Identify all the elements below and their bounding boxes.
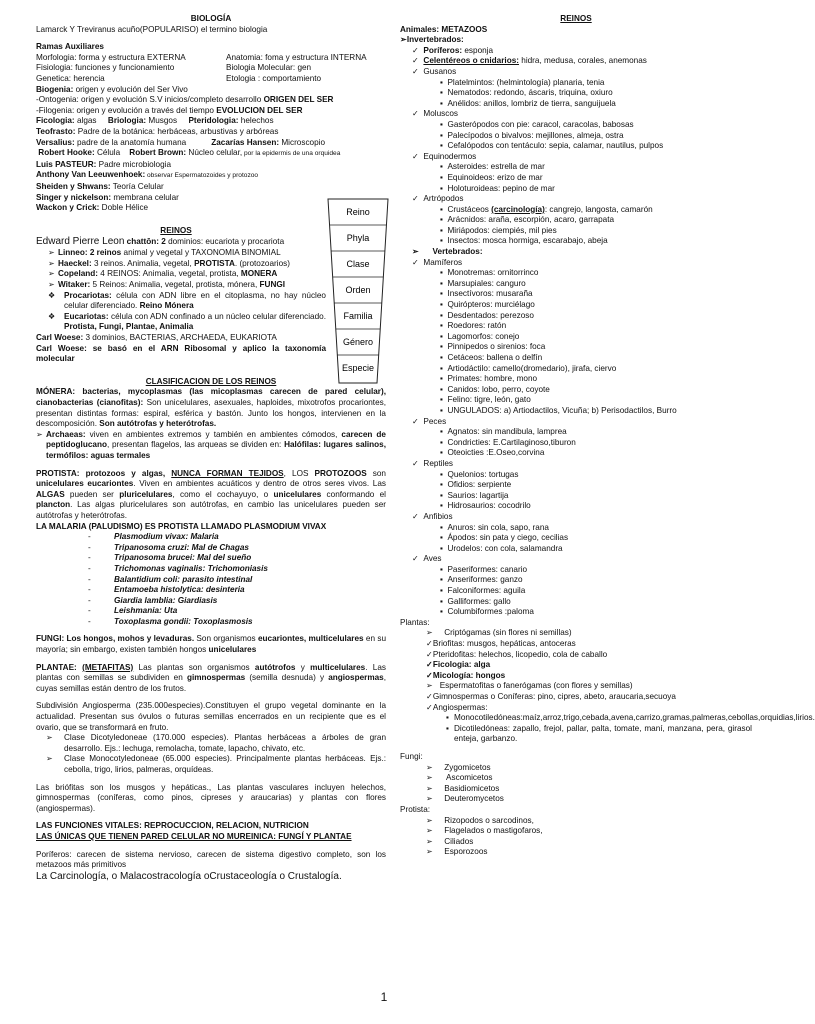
parasite-item: - Trichomonas vaginalis: Trichomoniasis xyxy=(88,563,268,573)
list-item: ▪ Palecípodos o bivalvos: mejillones, almeja, ostra xyxy=(440,130,624,140)
right-column xyxy=(400,14,815,858)
list-item: ➢ Ascomicetos xyxy=(426,773,493,783)
procariotas-item: ❖ Procariotas: célula con ADN libre en el citoplasma, no hay núcleo celular diferenciado. Reino Mónera xyxy=(48,290,326,311)
list-item: ▪ Ofidios: serpiente xyxy=(440,480,512,490)
parasite-item: - Tripanosoma brucei: Mal del sueño xyxy=(88,553,252,563)
haeckel-line: ➢ Haeckel: 3 reinos. Animalia, vegetal, PROTISTA. (protozoarios) xyxy=(48,258,290,268)
vertebrados-line: ➢ Vertebrados: xyxy=(412,247,483,257)
funciones-line: LAS FUNCIONES VITALES: REPROCUCCION, RELACION, NUTRICION xyxy=(36,821,309,831)
parasite-item: - Entamoeba histolytica: desinteria xyxy=(88,585,245,595)
list-item: ▪ Cefalópodos con tentáculo: sepia, calamar, nautilus, pulpos xyxy=(440,141,664,151)
pyramid-level-label: Clase xyxy=(346,259,370,269)
pteridofitas-item: ✓Pteridofitas: helechos, licopedio, cola de caballo xyxy=(426,649,608,659)
monocot-item: ➢ Clase Monocotyledoneae (65.000 especies). Principalmente plantas herbáceas. Ejs.: cebolla, trigo, lirios, palmeras, orquídeas. xyxy=(46,754,386,774)
list-item: ▪ Desdentados: perezoso xyxy=(440,310,534,320)
list-item: ▪ Quirópteros: murciélago xyxy=(440,300,535,310)
parasite-item: - Balantidium coli: parasito intestinal xyxy=(88,574,253,584)
dicot-item: ▪ Dicotiledóneas: zapallo, frejol, pallar, palta, tomate, maní, manzana, pera, girasol enteja, garbanzo. xyxy=(446,723,752,744)
eucariotas-item: ❖ Eucariotas: célula con ADN confinado a un núcleo celular diferenciado. Protista, Fungi, Plantae, Animalia xyxy=(48,311,326,332)
espermatofitas-item: ➢ Espermatofitas o fanerógamas (con flores y semillas) xyxy=(426,681,633,691)
copeland-line: ➢ Copeland: 4 REINOS: Animalia, vegetal, protista, MONERA xyxy=(48,269,278,279)
list-item: ▪ Artiodáctilo: camello(dromedario), jirafa, ciervo xyxy=(440,363,617,373)
list-item: ▪ Equinoideos: erizo de mar xyxy=(440,172,543,182)
filogenia-line: -Filogenia: origen y evolución a través del tiempo EVOLUCION DEL SER xyxy=(36,105,303,115)
list-item: ▪ Primates: hombre, mono xyxy=(440,374,538,384)
list-item: ▪ Agnatos: sin mandibula, lamprea xyxy=(440,427,567,437)
list-item: ▪ Anuros: sin cola, sapo, rana xyxy=(440,522,549,532)
woese-line-1: Carl Woese: 3 dominios, BACTERIAS, ARCHAEDA, EUKARIOTA xyxy=(36,333,277,343)
plantae-paragraph: PLANTAE: (METAFITAS) Las plantas son organismos autótrofos y multicelulares. Las plantas con semillas se subdividen en gimnospermas (semilla desnuda) y angiospermas, cuyas semillas están dentro de los frutos. xyxy=(36,662,386,693)
list-item: ➢ Zygomicetos xyxy=(426,762,491,772)
woese-line-2: Carl Woese: se basó en el ARN Ribosomal y aplico la taxonomía molecular xyxy=(36,343,326,364)
parasite-item: - Leishmania: Uta xyxy=(88,606,178,616)
list-item: ▪ Nematodos: redondo, áscaris, triquina, oxiuro xyxy=(440,88,613,98)
moluscos-item: ✓ Moluscos xyxy=(412,109,459,119)
list-item: ▪ Felino: tigre, león, gato xyxy=(440,395,531,405)
poriferos-item: ✓ Poríferos: esponja xyxy=(412,45,494,55)
list-item: ▪ Quelonios: tortugas xyxy=(440,469,519,479)
left-column xyxy=(36,14,386,883)
reptiles-item: ✓ Reptiles xyxy=(412,458,454,468)
list-item: ➢ Flagelados o mastigofaros, xyxy=(426,826,543,836)
list-item: ▪ Canidos: lobo, perro, coyote xyxy=(440,384,550,394)
parasite-list xyxy=(36,532,386,627)
monera-paragraph: MÓNERA: bacterias, mycoplasmas (las micoplasmas carecen de pared celular), cianobacterias (cianofitas): Son unicelulares, asexuales, haploides, mixotrofos procariontes, presentan distintas formas: espiral, esférica y bastón. Junto los hongos, intervienen en la descomposición. Son autótrofas y heterótrofas. xyxy=(36,387,387,429)
unicas-line: LAS ÚNICAS QUE TIENEN PARED CELULAR NO MUREINICA: FUNGÍ Y PLANTAE xyxy=(36,831,352,841)
list-item: ▪ Condricties: E.Cartilaginoso,tiburon xyxy=(440,437,576,447)
angiospermas-item: ✓Angiospermas: xyxy=(426,702,488,712)
archaea-item: ➢ Archaeas: viven en ambientes extremos y también en ambientes cómodos, carecen de peptidoglucano, presentan flagelos, las arqueas se dividen en: Halófilas: lugares salinos, termófilos: aguas termales xyxy=(36,429,386,460)
ramas-row: Fisiologia: funciones y funcionamiento Biologia Molecular: gen xyxy=(36,63,312,73)
list-item: ➢ Basidiomicetos xyxy=(426,783,500,793)
biogenia-line: Biogenia: origen y evolución del Ser Vivo xyxy=(36,84,188,94)
reinos-right-title: REINOS xyxy=(560,14,592,23)
list-item: ▪ Roedores: ratón xyxy=(440,321,507,331)
fungi-paragraph: FUNGI: Los hongos, mohos y levaduras. Son organismos eucariontes, multicelulares en su mayoría; sin embargo, existen también hongos unicelulares xyxy=(36,634,386,655)
protista-heading: Protista: xyxy=(400,804,431,814)
pyramid-level-label: Orden xyxy=(345,285,371,295)
ontogenia-line: -Ontogenia: origen y evolución S.V inicios/completo desarrollo ORIGEN DEL SER xyxy=(36,95,334,105)
reinos-left-title: REINOS xyxy=(160,225,192,235)
peces-item: ✓ Peces xyxy=(412,416,447,426)
list-item: ▪ Cetáceos: ballena o delfín xyxy=(440,353,543,362)
list-item: ▪ Platelmintos: (helmintología) planaria, tenia xyxy=(440,77,605,87)
list-item: ▪ Holoturoideas: pepino de mar xyxy=(440,183,555,193)
list-item: ➢ Rizopodos o sarcodinos, xyxy=(426,815,534,825)
briofitas-paragraph: Las briófitas son los musgos y hepáticas., Las plantas vasculares incluyen helechos, gimnospermas (coníferas, como pinos, cipreses y araucarias) y plantas con flores (angiospermas). xyxy=(36,782,386,813)
fungi-heading: Fungi: xyxy=(400,751,423,761)
aves-item: ✓ Aves xyxy=(412,554,442,564)
pyramid-outline xyxy=(327,198,389,384)
pyramid-level-label: Reino xyxy=(346,207,370,217)
list-item: ▪ Ápodos: sin pata y ciego, cecilias xyxy=(440,533,569,543)
pasteur-line: Luis PASTEUR: Padre microbiologia xyxy=(36,159,171,169)
linneo-line: ➢ Linneo: 2 reinos animal y vegetal y TAXONOMIA BINOMIAL xyxy=(48,248,281,258)
list-item: ▪ Lagomorfos: conejo xyxy=(440,331,520,341)
list-item: ▪ Monotremas: ornitorrinco xyxy=(440,268,539,278)
singer-line: Singer y nickelson: membrana celular xyxy=(36,192,179,202)
list-item: ▪ Anélidos: anillos, lombriz de tierra, sanguijuela xyxy=(440,98,616,108)
monocot-item: ▪ Monocotiledóneas:maíz,arroz,trigo,cebada,avena,carrizo,gramas,palmeras,cebollas,orquidias,lirios. xyxy=(446,713,815,723)
clasificacion-title: CLASIFICACION DE LOS REINOS xyxy=(145,376,277,386)
biologia-title: BIOLOGÍA xyxy=(190,14,232,23)
plantas-heading: Plantas: xyxy=(400,617,430,627)
witaker-line: ➢ Witaker: 5 Reinos: Animalia, vegetal, protista, mónera, FUNGI xyxy=(48,280,286,290)
list-item: ▪ Pinnipedos o sirenios: foca xyxy=(440,342,546,352)
list-item: ▪ Insectívoros: musaraña xyxy=(440,289,533,299)
briofitas-item: ✓Briofitas: musgos, hepáticas, antoceras xyxy=(426,639,576,649)
pyramid-level-label: Familia xyxy=(343,311,373,321)
list-item: ▪ Miriápodos: ciempiés, mil pies xyxy=(440,225,557,235)
invertebrados-line: ➢Invertebrados: xyxy=(400,35,464,45)
celenteros-item: ✓ Celentéreos o cnidarios: hidra, medusa, corales, anemonas xyxy=(412,56,647,66)
malaria-title: LA MALARIA (PALUDISMO) ES PROTISTA LLAMADO PLASMODIUM VIVAX xyxy=(36,521,327,531)
list-item: ▪ UNGULADOS: a) Artiodactilos, Vicuña; b) Perisodactilos, Burro xyxy=(440,405,677,415)
page-number: 1 xyxy=(380,990,388,1004)
list-item: ➢ Ciliados xyxy=(426,836,474,846)
leon-line: Edward Pierre Leon chattōn: 2 dominios: eucariota y procariota xyxy=(36,236,285,248)
list-item: ▪ Crustáceos (carcinología): cangrejo, langosta, camarón xyxy=(440,204,653,214)
versalius-line: Versalius: padre de la anatomía humana Zacarías Hansen: Microscopio xyxy=(36,137,326,147)
list-item: ▪ Marsupiales: canguro xyxy=(440,278,526,288)
list-item: ▪ Falconiformes: aguila xyxy=(440,586,526,596)
equinodermos-item: ✓ Equinodermos xyxy=(412,151,477,161)
hooke-line: Robert Hooke: Célula Robert Brown: Núcleo celular, por la epidermis de una orquidea xyxy=(38,148,341,158)
list-item: ➢ Deuteromycetos xyxy=(426,794,504,804)
teofrasto-line: Teofrasto: Padre de la botánica: herbáceas, arbustivas y arbóreas xyxy=(36,126,279,136)
ramas-title: Ramas Auxiliares xyxy=(36,42,104,52)
parasite-item: - Plasmodium vivax: Malaria xyxy=(88,532,219,542)
ramas-row: Genetica: herencia Etologia : comportamiento xyxy=(36,73,322,83)
anfibios-item: ✓ Anfibios xyxy=(412,511,453,521)
ramas-row: Morfologia: forma y estructura EXTERNA Anatomia: foma y estructura INTERNA xyxy=(36,52,367,62)
taxonomy-pyramid xyxy=(327,198,389,384)
artropodos-item: ✓ Artrópodos xyxy=(412,194,464,204)
intro-line: Lamarck Y Treviranus acuño(POPULARISO) el termino biologia xyxy=(36,24,268,34)
leeuwenhoek-line: Anthony Van Leeuwenhoek: observar Espermatozoides y protozoo xyxy=(36,170,259,180)
list-item: ▪ Insectos: mosca hormiga, escarabajo, abeja xyxy=(440,236,608,246)
animales-line: Animales: METAZOOS xyxy=(400,24,488,34)
pyramid-level-label: Phyla xyxy=(346,233,370,243)
parasite-item: - Giardia lamblia: Giardiasis xyxy=(88,595,218,605)
subdivision-paragraph: Subdivisión Angiosperma (235.000especies).Constituyen el grupo vegetal dominante en la actualidad. Presentan sus óvulos o futuras semillas encerrados en un recipiente que es el ovario, que se transformará en fruto. xyxy=(36,701,386,732)
sheiden-line: Sheiden y Shwans: Teoría Celular xyxy=(36,181,164,191)
pyramid-level-label: Género xyxy=(342,337,374,347)
wackon-line: Wackon y Crick: Doble Hélice xyxy=(36,203,149,213)
ficologia-item: ✓Ficologia: alga xyxy=(426,660,491,670)
list-item: ➢ Esporozoos xyxy=(426,847,488,857)
poriferos-paragraph: Poríferos: carecen de sistema nervioso, carecen de sistema digestivo completo, son los metazoos más primitivos xyxy=(36,849,386,870)
list-item: ▪ Galliformes: gallo xyxy=(440,596,511,606)
list-item: ▪ Columbiformes :paloma xyxy=(440,607,534,617)
dicot-item: ➢ Clase Dicotyledoneae (170.000 especies). Plantas herbáceas a árboles de gran desarrollo. Ejs.: lechuga, remolacha, tomate, lapacho, chivato, etc. xyxy=(46,733,386,753)
parasite-item: - Tripanosoma cruzi: Mal de Chagas xyxy=(88,542,249,552)
list-item: ▪ Gasterópodos con pie: caracol, caracolas, babosas xyxy=(440,119,634,129)
list-item: ▪ Urodelos: con cola, salamandra xyxy=(440,543,563,553)
micologia-item: ✓Micología: hongos xyxy=(426,670,506,680)
gimnospermas-item: ✓Gimnospermas o Coníferas: pino, cipres, abeto, araucaria,secuoya xyxy=(426,692,676,701)
carcinologia-line: La Carcinología, o Malacostracología oCrustaceología o Crustalogía. xyxy=(36,870,342,882)
parasite-item: - Toxoplasma gondii: Toxoplasmosis xyxy=(88,616,253,626)
list-item: ▪ Oteoicties :E.Oseo,corvina xyxy=(440,448,545,458)
list-item: ▪ Hidrosaurios: cocodrilo xyxy=(440,501,531,511)
criptogamas-item: ➢ Criptógamas (sin flores ni semillas) xyxy=(426,628,572,638)
list-item: ▪ Paseriformes: canario xyxy=(440,564,528,574)
list-item: ▪ Anseriformes: ganzo xyxy=(440,575,523,585)
ficologia-line: Ficologia: algas Briologia: Musgos Pteridologia: helechos xyxy=(36,116,274,126)
protista-paragraph: PROTISTA: protozoos y algas, NUNCA FORMAN TEJIDOS, LOS PROTOZOOS son unicelulares eucariontes. Viven en ambientes acuáticos y dentro de otros seres vivos. Las ALGAS pueden ser pluricelulares, como el cochayuyo, o unicelulares conformando el plancton. Las algas pluricelulares son autótrofas, en cambio las unicelulares pueden ser autótrofas y heterótrofas. xyxy=(36,468,386,520)
mamiferos-item: ✓ Mamíferos xyxy=(412,257,463,267)
pyramid-level-label: Especie xyxy=(341,363,375,373)
list-item: ▪ Arácnidos: araña, escorpión, acaro, garrapata xyxy=(440,215,615,225)
list-item: ▪ Saurios: lagartija xyxy=(440,490,509,500)
gusanos-item: ✓ Gusanos xyxy=(412,66,457,76)
list-item: ▪ Asteroides: estrella de mar xyxy=(440,162,545,172)
